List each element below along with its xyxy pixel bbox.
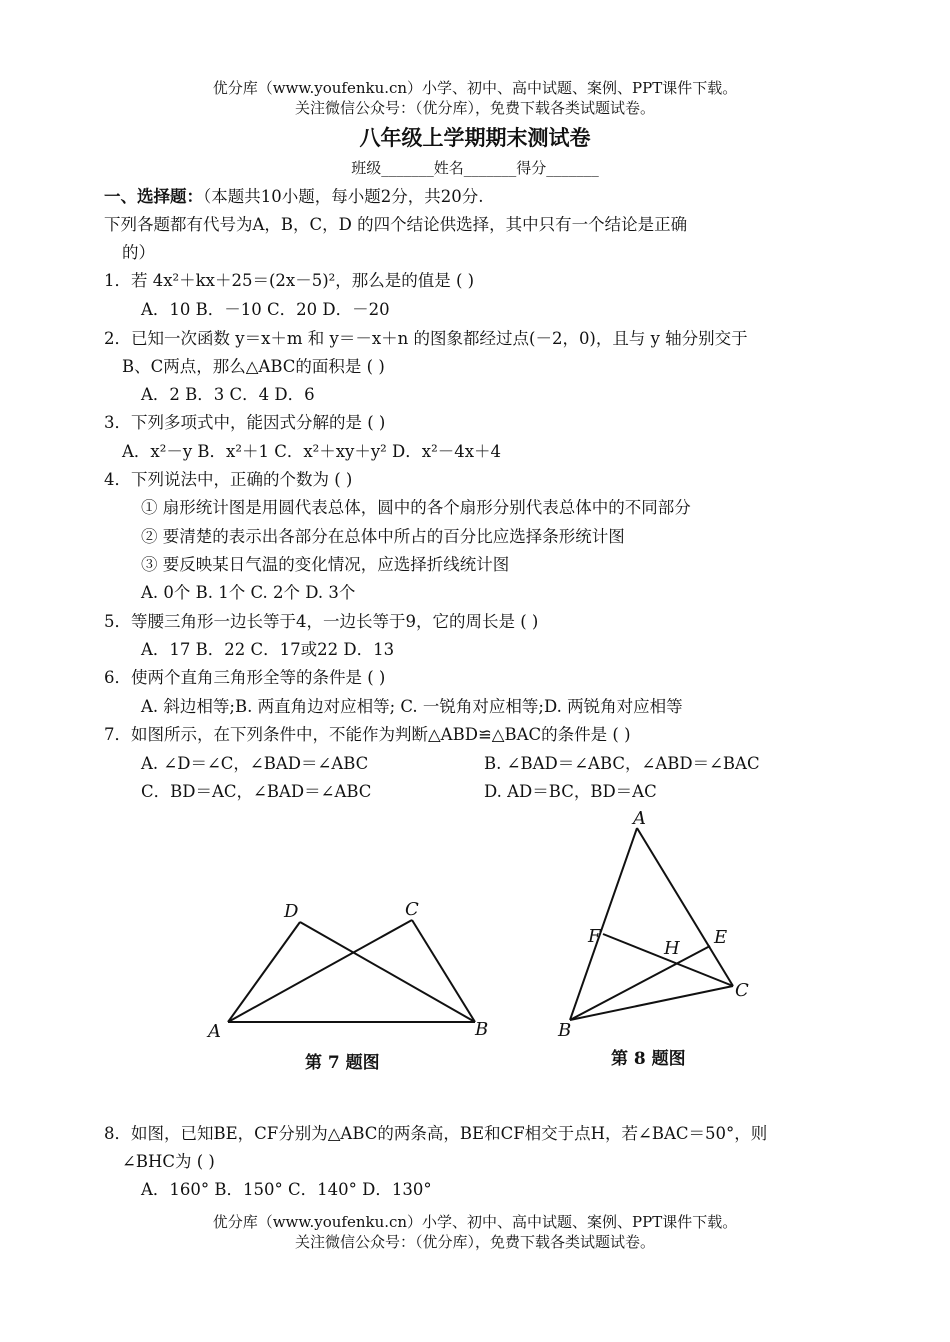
subtitle-fields: 班级_______姓名_______得分_______	[351, 159, 599, 177]
fig7-label-b: B	[475, 1019, 489, 1040]
q7-option-a: A. ∠D＝∠C，∠BAD＝∠ABC	[141, 754, 369, 773]
page-title: 八年级上学期期末测试卷	[359, 126, 591, 150]
q3-stem: 3．下列多项式中，能因式分解的是 ( )	[104, 413, 386, 432]
fig7-caption: 第 7 题图	[305, 1053, 380, 1073]
q2-options: A．2 B．3 C．4 D．6	[141, 385, 315, 404]
section-intro-line-1: 下列各题都有代号为A，B，C，D 的四个结论供选择，其中只有一个结论是正确	[104, 215, 688, 234]
q4-item-3: ③ 要反映某日气温的变化情况，应选择折线统计图	[141, 555, 510, 574]
q7-stem: 7．如图所示，在下列条件中，不能作为判断△ABD≌△BAC的条件是 ( )	[104, 725, 631, 744]
q3-options: A．x²－y B．x²＋1 C．x²＋xy＋y² D．x²－4x＋4	[122, 442, 501, 461]
q7-option-d: D. AD＝BC，BD＝AC	[484, 782, 657, 801]
figure-8	[548, 806, 778, 1076]
header-line-1: 优分库（www.youfenku.cn）小学、初中、高中试题、案例、PPT课件下载。	[212, 79, 738, 97]
section-heading-label: 一、选择题：	[104, 187, 203, 206]
header-line-2: 关注微信公众号：（优分库），免费下载各类试题试卷。	[294, 99, 655, 117]
fig7-segment-db	[300, 922, 475, 1022]
q4-item-2: ② 要清楚的表示出各部分在总体中所占的百分比应选择条形统计图	[141, 527, 625, 546]
fig8-segment-ab	[570, 828, 637, 1020]
section-heading-note: （本题共10小题，每小题2分，共20分.	[203, 187, 484, 206]
q4-item-1: ① 扇形统计图是用圆代表总体，圆中的各个扇形分别代表总体中的不同部分	[141, 498, 691, 517]
q6-stem: 6．使两个直角三角形全等的条件是 ( )	[104, 668, 386, 687]
q7-option-b: B. ∠BAD＝∠ABC，∠ABD＝∠BAC	[484, 754, 760, 773]
fig8-label-e: E	[714, 927, 728, 948]
q5-options: A．17 B．22 C．17或22 D．13	[141, 640, 395, 659]
footer-line-2: 关注微信公众号：（优分库），免费下载各类试题试卷。	[294, 1233, 655, 1251]
fig8-label-a: A	[633, 808, 646, 829]
fig7-label-a: A	[208, 1021, 221, 1042]
q1-stem: 1．若 4x²＋kx＋25＝(2x－5)²，那么是的值是 ( )	[104, 271, 475, 290]
q2-stem-line-1: 2．已知一次函数 y＝x＋m 和 y＝－x＋n 的图象都经过点(－2，0)，且与 y 轴分别交于	[104, 329, 748, 348]
q1-options: A．10 B．－10 C．20 D．－20	[141, 300, 390, 319]
fig8-segment-bc	[570, 986, 733, 1020]
q2-stem-line-2: B、C两点，那么△ABC的面积是 ( )	[122, 357, 385, 376]
fig8-label-b: B	[558, 1020, 572, 1041]
q6-options: A. 斜边相等;B. 两直角边对应相等; C. 一锐角对应相等;D. 两锐角对应相等	[141, 697, 683, 716]
q7-option-c: C．BD＝AC，∠BAD＝∠ABC	[141, 782, 372, 801]
fig7-label-c: C	[405, 899, 419, 920]
q4-stem: 4．下列说法中，正确的个数为 ( )	[104, 470, 353, 489]
q5-stem: 5．等腰三角形一边长等于4，一边长等于9，它的周长是 ( )	[104, 612, 539, 631]
section-intro-line-2: 的）	[122, 243, 155, 262]
q8-options: A．160° B．150° C．140° D．130°	[141, 1180, 432, 1199]
footer-line-1: 优分库（www.youfenku.cn）小学、初中、高中试题、案例、PPT课件下载。	[212, 1213, 738, 1231]
q8-stem-line-2: ∠BHC为 ( )	[122, 1152, 215, 1171]
figure-7	[195, 895, 505, 1080]
fig8-label-c: C	[735, 980, 749, 1001]
q4-options: A. 0个 B. 1个 C. 2个 D. 3个	[141, 583, 356, 602]
fig8-segment-ac	[637, 828, 733, 986]
fig8-label-h: H	[664, 938, 680, 959]
fig7-label-d: D	[284, 901, 299, 922]
fig8-caption: 第 8 题图	[611, 1049, 686, 1069]
fig7-segment-cb	[412, 920, 475, 1022]
fig8-label-f: F	[588, 926, 601, 947]
q8-stem-line-1: 8．如图，已知BE，CF分别为△ABC的两条高，BE和CF相交于点H，若∠BAC＝50°，则	[104, 1124, 768, 1143]
section-heading	[104, 187, 483, 207]
fig7-segment-ad	[228, 922, 300, 1022]
